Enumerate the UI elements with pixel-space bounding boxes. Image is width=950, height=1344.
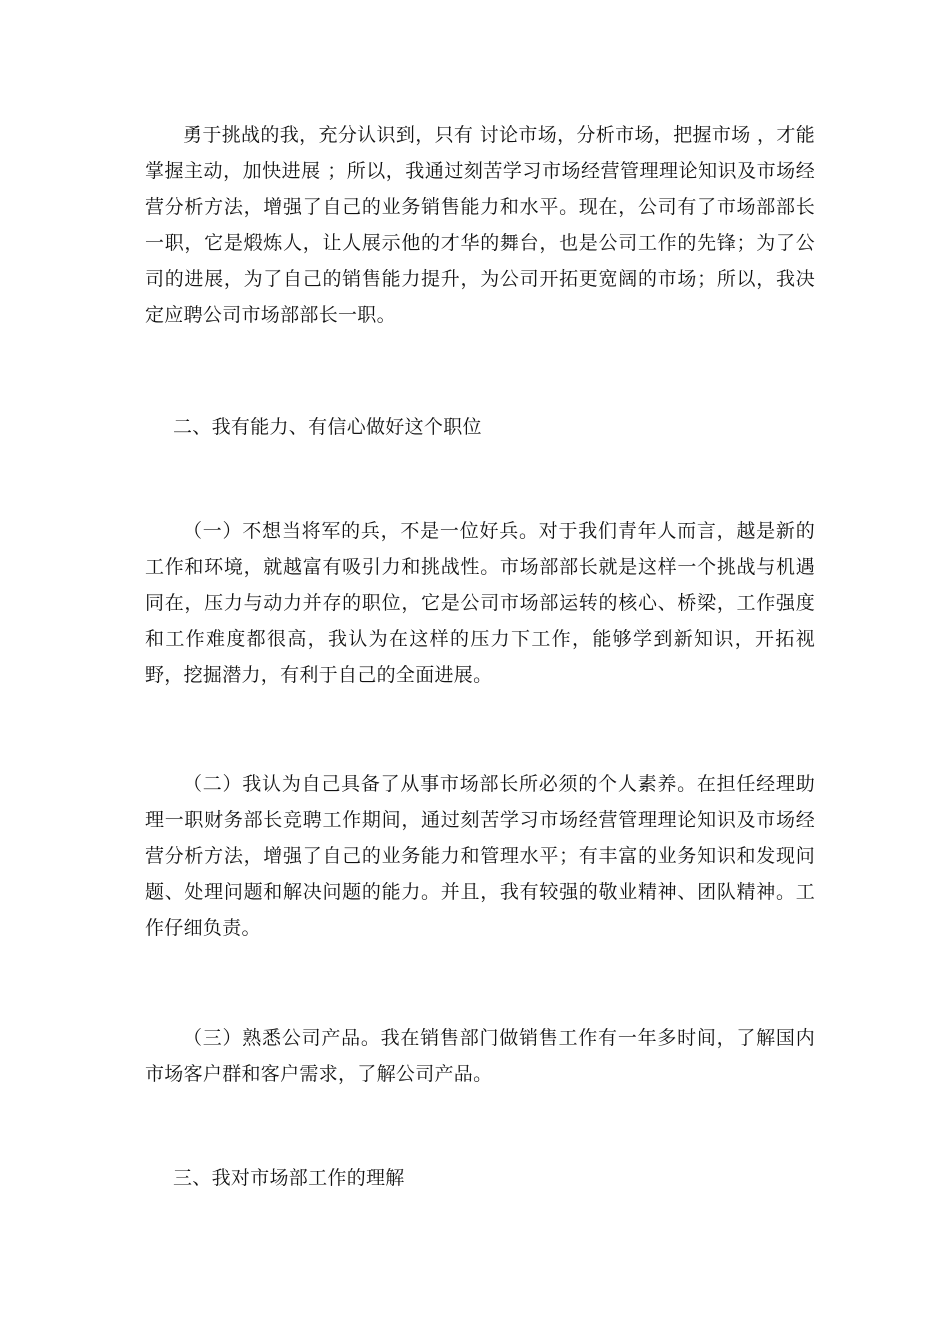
section-heading-understanding: 三、我对市场部工作的理解 xyxy=(173,1167,405,1189)
paragraph-point-two: （二）我认为自己具备了从事市场部长所必须的个人素养。在担任经理助理一职财务部长竞聘工作期间，通过刻苦学习市场经营管理理论知识及市场经营分析方法，增强了自己的业务能力和管理水平；有丰富的业务知识和发现问题、处理问题和解决问题的能力。并且，我有较强的敬业精神、团队精神。工作仔细负责。 xyxy=(145,773,815,939)
paragraph-point-three: （三）熟悉公司产品。我在销售部门做销售工作有一年多时间，了解国内市场客户群和客户需求，了解公司产品。 xyxy=(145,1027,815,1085)
paragraph-point-one: （一）不想当将军的兵，不是一位好兵。对于我们青年人而言，越是新的工作和环境，就越富有吸引力和挑战性。市场部部长就是这样一个挑战与机遇同在，压力与动力并存的职位，它是公司市场部运转的核心、桥梁，工作强度和工作难度都很高，我认为在这样的压力下工作，能够学到新知识，开拓视野，挖掘潜力，有利于自己的全面进展。 xyxy=(145,520,815,686)
paragraph-challenge: 勇于挑战的我，充分认识到，只有 讨论市场，分析市场，把握市场 ，才能掌握主动，加快进展 ；所以，我通过刻苦学习市场经营管理理论知识及市场经营分析方法，增强了自己的业务销售能力和水平。现在，公司有了市场部部长一职，它是煅炼人，让人展示他的才华的舞台，也是公司工作的先锋；为了公司的进展，为了自己的销售能力提升，为公司开拓更宽阔的市场；所以，我决定应聘公司市场部部长一职。 xyxy=(145,124,815,326)
section-heading-ability: 二、我有能力、有信心做好这个职位 xyxy=(173,416,482,438)
